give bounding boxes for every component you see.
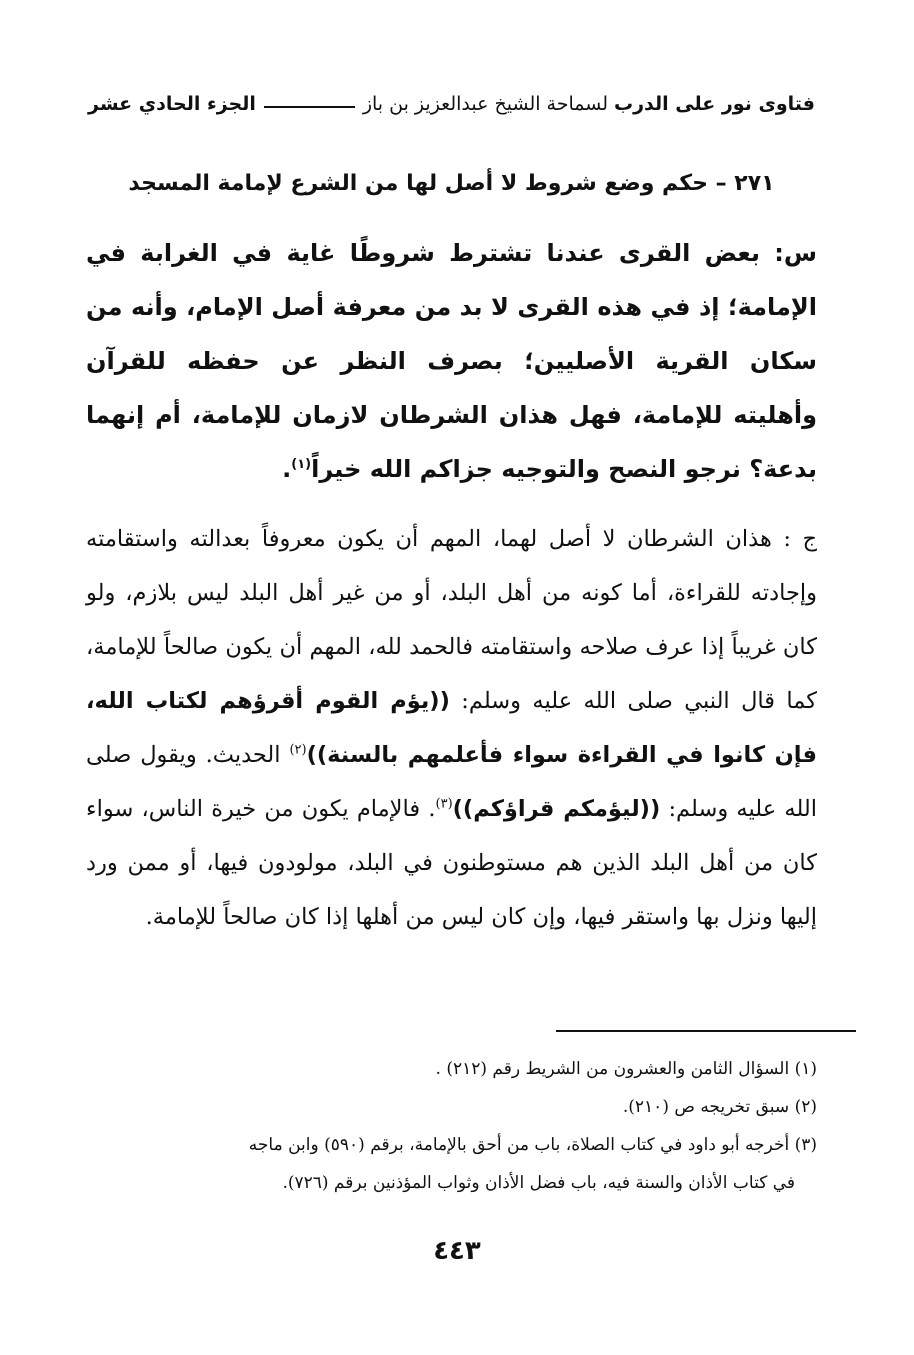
running-header: [88, 86, 815, 122]
footnote-1: (١) السؤال الثامن والعشرون من الشريط رقم (٢١٢) .: [435, 1059, 817, 1079]
chapter-dash: –: [707, 171, 727, 196]
chapter-heading: حكم وضع شروط لا أصل لها من الشرع لإمامة المسجد: [128, 171, 708, 196]
question-text: س: بعض القرى عندنا تشترط شروطًا غاية في الغرابة في الإمامة؛ إذ في هذه القرى لا بد من معرفة أصل الإمام، وأنه من سكان القرية الأصليين؛ بصرف النظر عن حفظه للقرآن وأهليته للإمامة، فهل هذان الشرطان لازمان للإمامة، أم إنهما بدعة؟ نرجو النصح والتوجيه جزاكم الله خيراً: [86, 239, 817, 483]
chapter-number: ٢٧١: [734, 171, 775, 196]
footnotes: [86, 1050, 817, 1202]
author-name: لسماحة الشيخ عبدالعزيز بن باز: [362, 93, 608, 115]
footnote-3-continued: في كتاب الأذان والسنة فيه، باب فضل الأذان وثواب المؤذنين برقم (٧٢٦).: [282, 1173, 795, 1193]
footnote-ref-1: (١): [291, 457, 312, 472]
hadith-quote-1: ((يؤم القوم أقرؤهم لكتاب الله، فإن كانوا في القراءة سواء فأعلمهم بالسنة)): [86, 688, 817, 768]
footnote-separator: [556, 1030, 856, 1032]
page-number: ٤٤٣: [433, 1236, 481, 1266]
footnote-3: (٣) أخرجه أبو داود في كتاب الصلاة، باب من أحق بالإمامة، برقم (٥٩٠) وابن ماجه: [248, 1135, 817, 1155]
answer-paragraph: [86, 512, 817, 944]
footnote-ref-3: (٣): [435, 796, 453, 812]
answer-text-2: الحديث. ويقول صلى الله عليه وسلم:: [86, 742, 817, 822]
hadith-quote-2: ((ليؤمكم قراؤكم)): [452, 796, 661, 822]
question-end: .: [282, 455, 292, 483]
chapter-title: [88, 162, 815, 206]
book-title: فتاوى نور على الدرب: [614, 93, 815, 115]
footnote-2: (٢) سبق تخريجه ص (٢١٠).: [622, 1097, 817, 1117]
volume-label: الجزء الحادي عشر: [88, 93, 256, 115]
footnote-ref-2: (٢): [289, 742, 307, 758]
answer-text-3: . فالإمام يكون من خيرة الناس، سواء كان من أهل البلد الذين هم مستوطنون في البلد، مولودون فيها، أو ممن ورد إليها ونزل بها واستقر فيها، وإن كان ليس من أهلها إذا كان صالحاً للإمامة.: [86, 796, 817, 930]
question-paragraph: [86, 226, 817, 496]
answer-text-1: ج : هذان الشرطان لا أصل لهما، المهم أن يكون معروفاً بعدالته واستقامته وإجادته للقراءة، أما كونه من أهل البلد، أو من غير أهل البلد ليس بلازم، ولو كان غريباً إذا عرف صلاحه واستقامته فالحمد لله، المهم أن يكون صالحاً للإمامة، كما قال النبي صلى الله عليه وسلم:: [86, 526, 817, 714]
header-rule: [264, 106, 355, 108]
